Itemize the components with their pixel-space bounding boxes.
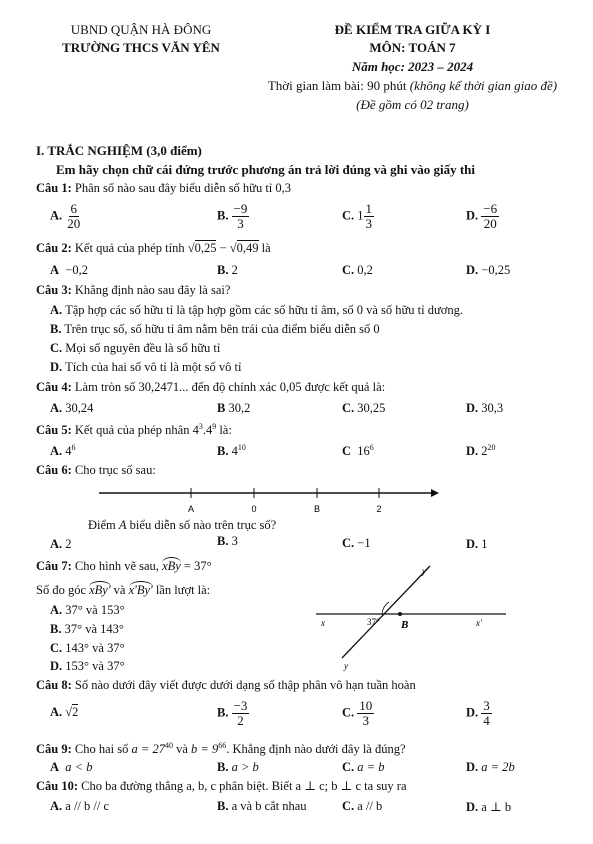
- q2-option-b[interactable]: [217, 263, 238, 278]
- q9-a-def: a = 27: [131, 742, 165, 757]
- q5-exp2: 9: [212, 422, 217, 431]
- q1-a-den: 20: [67, 216, 81, 232]
- q7-d-letter: D.: [50, 659, 63, 673]
- q7-label: Câu 7:: [36, 559, 72, 573]
- q8-option-c[interactable]: [342, 699, 374, 729]
- q6-sub-post: biểu diễn số nào trên trục số?: [126, 518, 277, 532]
- q7-text-post: = 37°: [180, 559, 212, 573]
- q5-d-exp: 20: [487, 443, 496, 452]
- q1-option-b[interactable]: [217, 202, 249, 232]
- q1-c-num: 1: [365, 201, 373, 216]
- q7-a-letter: A.: [50, 603, 63, 617]
- q10-label: Câu 10:: [36, 779, 79, 793]
- q2-c-value: 0,2: [357, 263, 373, 277]
- q7-angle2: x'By': [128, 583, 153, 597]
- q1-text: Phân số nào sau đây biểu diễn số hữu tỉ 0,3: [74, 181, 292, 195]
- q10-a-value: a // b // c: [65, 799, 110, 813]
- q2-b-letter: B.: [217, 263, 229, 277]
- q4-a-value: 30,24: [65, 401, 94, 415]
- question-2: [36, 241, 271, 256]
- question-1: [36, 181, 291, 196]
- q9-b-value: a > b: [231, 760, 259, 774]
- q9-b-def: b = 9: [191, 742, 219, 757]
- axis-label: 2: [376, 504, 382, 514]
- time-note: (không kể thời gian giao đề): [409, 78, 558, 93]
- q7-option-b[interactable]: [50, 622, 124, 637]
- q4-b-letter: B: [217, 401, 226, 415]
- q1-a-num: 6: [70, 201, 78, 216]
- q8-d-den: 4: [483, 713, 490, 729]
- q7-a-value: 37° và 153°: [65, 603, 125, 617]
- q1-a-letter: A.: [50, 208, 63, 223]
- q5-exp1: 3: [198, 422, 203, 431]
- q5-option-c[interactable]: [342, 443, 374, 459]
- q7-subquestion: [36, 581, 210, 598]
- q9-option-b[interactable]: [217, 760, 259, 775]
- q9-a-letter: A: [50, 760, 60, 774]
- q6-c-letter: C.: [342, 536, 355, 550]
- q8-c-num: 10: [359, 698, 373, 713]
- q1-label: Câu 1:: [36, 181, 72, 195]
- q3-c-letter: C.: [50, 341, 63, 355]
- q3-text: Khẳng định nào sau đây là sai?: [74, 283, 231, 297]
- q9-c-letter: C.: [342, 760, 355, 774]
- q7-c-letter: C.: [50, 641, 63, 655]
- sqrt-icon: √: [229, 241, 237, 255]
- q10-option-c[interactable]: [342, 799, 382, 814]
- q5-c-base: 16: [357, 444, 370, 459]
- q10-b-letter: B.: [217, 799, 229, 813]
- q3-a-letter: A.: [50, 303, 63, 317]
- q2-a-value: −0,2: [65, 263, 88, 277]
- point-b: [398, 612, 402, 616]
- q6-subquestion: [88, 518, 276, 533]
- q8-b-num: −3: [233, 698, 248, 713]
- q4-option-c[interactable]: [342, 401, 385, 416]
- q1-c-letter: C.: [342, 208, 355, 223]
- q9-option-a[interactable]: [50, 760, 92, 775]
- q8-b-den: 2: [237, 713, 244, 729]
- label-x-prime: x': [476, 618, 482, 628]
- q10-option-d[interactable]: [466, 799, 511, 815]
- q7-b-value: 37° và 143°: [64, 622, 124, 636]
- q1-d-fraction: [481, 202, 499, 232]
- q1-option-c[interactable]: [342, 202, 374, 232]
- q8-option-d[interactable]: [466, 699, 492, 729]
- axis-label: B: [313, 504, 321, 514]
- time-limit: [240, 78, 585, 94]
- q9-d-value: a = 2b: [481, 760, 515, 774]
- q6-a-value: 2: [65, 537, 72, 551]
- q8-c-den: 3: [362, 713, 370, 729]
- q5-base2: 4: [205, 423, 213, 438]
- q5-option-a[interactable]: [50, 443, 76, 459]
- q1-d-num: −6: [483, 201, 498, 216]
- q2-option-c[interactable]: [342, 263, 373, 278]
- q3-c-value: Mọi số nguyên đều là số hữu tỉ: [65, 341, 221, 355]
- district-name: UBND QUẬN HÀ ĐÔNG: [70, 22, 212, 37]
- q5-dot: .: [202, 423, 206, 438]
- question-10: [36, 778, 407, 794]
- q1-b-letter: B.: [217, 208, 229, 223]
- arrow-icon: [431, 489, 439, 497]
- q2-a-letter: A: [50, 263, 60, 277]
- question-4: [36, 380, 385, 395]
- q8-text: Số nào dưới đây viết được dưới dạng số thập phân vô hạn tuần hoàn: [74, 678, 416, 692]
- q9-and: và: [172, 742, 192, 757]
- q2-c-letter: C.: [342, 263, 355, 277]
- q6-option-c[interactable]: [342, 536, 371, 551]
- q6-text: Cho trục số sau:: [74, 463, 156, 477]
- q9-text-pre: Cho hai số: [74, 742, 132, 757]
- q5-b-exp: 10: [237, 443, 246, 452]
- school-name: TRƯỜNG THCS VĂN YÊN: [62, 40, 220, 55]
- q10-d-letter: D.: [466, 800, 479, 814]
- q5-option-b[interactable]: [217, 443, 246, 459]
- label-y: y: [344, 661, 348, 671]
- q2-text-pre: Kết quả của phép tính: [74, 241, 188, 255]
- sqrt-icon: √: [187, 241, 195, 255]
- q9-option-c[interactable]: [342, 760, 384, 775]
- q2-expr2: 0,49: [236, 241, 259, 255]
- q6-c-value: −1: [357, 536, 371, 550]
- q4-a-letter: A.: [50, 401, 63, 415]
- q7-option-c[interactable]: [50, 641, 125, 656]
- q4-option-d[interactable]: [466, 401, 503, 416]
- q1-d-den: 20: [483, 216, 497, 232]
- q5-text-pre: Kết quả của phép nhân: [74, 423, 193, 438]
- q8-d-num: 3: [483, 698, 490, 713]
- label-angle: 37°: [367, 617, 380, 627]
- q9-d-letter: D.: [466, 760, 479, 774]
- q6-option-d[interactable]: [466, 537, 488, 552]
- section-title: I. TRẮC NGHIỆM (3,0 điểm): [36, 143, 202, 158]
- q4-c-value: 30,25: [357, 401, 386, 415]
- q8-a-letter: A.: [50, 705, 63, 719]
- q9-option-d[interactable]: [466, 760, 515, 775]
- q1-c-den: 3: [365, 216, 373, 232]
- sqrt-icon: √: [65, 705, 73, 719]
- q2-d-letter: D.: [466, 263, 479, 277]
- q6-d-value: 1: [481, 537, 488, 551]
- q2-b-value: 2: [231, 263, 238, 277]
- q1-option-d[interactable]: [466, 202, 499, 232]
- line-yy-prime: [342, 566, 430, 658]
- q8-c-letter: C.: [342, 705, 355, 720]
- q3-a-value: Tập hợp các số hữu tỉ là tập hợp gồm các số hữu tỉ âm, số 0 và số hữu tỉ dương.: [65, 303, 463, 317]
- q7-sub-post: lần lượt là:: [152, 583, 211, 597]
- q2-label: Câu 2:: [36, 241, 72, 255]
- q6-b-value: 3: [231, 534, 238, 548]
- q1-b-num: −9: [233, 201, 248, 216]
- q6-sub-pre: Điểm: [88, 518, 119, 532]
- q7-d-value: 153° và 37°: [65, 659, 125, 673]
- q6-option-b[interactable]: [217, 534, 238, 549]
- q9-c-value: a = b: [357, 760, 385, 774]
- q5-option-d[interactable]: [466, 443, 496, 459]
- q10-option-a[interactable]: [50, 799, 109, 814]
- q8-d-letter: D.: [466, 705, 479, 720]
- question-6: [36, 463, 156, 478]
- q3-b-value: Trên trục số, số hữu tỉ âm nằm bên trái của điểm biểu diễn số 0: [64, 322, 380, 336]
- q10-c-value: a // b: [357, 799, 383, 813]
- q1-a-fraction: [65, 202, 82, 232]
- q5-a-exp: 6: [71, 443, 76, 452]
- label-x: x: [321, 618, 325, 628]
- q10-option-b[interactable]: [217, 799, 307, 814]
- q2-option-a[interactable]: [50, 263, 88, 278]
- label-b: B: [401, 619, 409, 631]
- time-prefix: Thời gian làm bài: 90 phút: [267, 78, 410, 93]
- q8-b-fraction: [232, 699, 250, 729]
- q5-c-exp: 6: [369, 443, 374, 452]
- q5-label: Câu 5:: [36, 423, 72, 438]
- q1-c-whole: 1: [357, 208, 364, 223]
- section-instruction: Em hãy chọn chữ cái đứng trước phương án trả lời đúng và ghi vào giấy thi: [56, 162, 476, 177]
- q3-b-letter: B.: [50, 322, 62, 336]
- q1-option-a[interactable]: [50, 202, 82, 232]
- q7-and: và: [110, 583, 129, 597]
- q2-expr1: 0,25: [194, 241, 217, 255]
- q3-d-value: Tích của hai số vô tỉ là một số vô tỉ: [65, 360, 242, 374]
- q9-text-post: . Khẳng định nào dưới đây là đúng?: [226, 742, 406, 757]
- q5-d-letter: D.: [466, 444, 479, 459]
- question-8: [36, 678, 416, 693]
- q4-option-a[interactable]: [50, 401, 93, 416]
- q8-option-a[interactable]: [50, 705, 78, 720]
- question-9: [36, 741, 406, 757]
- q5-a-letter: A.: [50, 444, 63, 459]
- axis-label: A: [187, 504, 195, 514]
- q3-option-c[interactable]: [50, 341, 220, 356]
- q4-d-letter: D.: [466, 401, 479, 415]
- q6-b-letter: B.: [217, 534, 229, 548]
- q10-text: Cho ba đường thẳng a, b, c phân biệt. Biết a ⊥ c; b ⊥ c ta suy ra: [81, 779, 407, 793]
- q2-text-post: là: [258, 241, 271, 255]
- q6-a-letter: A.: [50, 537, 63, 551]
- q8-b-letter: B.: [217, 705, 229, 720]
- q10-a-letter: A.: [50, 799, 63, 813]
- q9-b-exp: 66: [218, 741, 227, 750]
- q5-a-base: 4: [65, 444, 72, 459]
- q6-sub-var: A: [118, 518, 127, 532]
- q6-option-a[interactable]: [50, 537, 72, 552]
- q7-c-value: 143° và 37°: [65, 641, 125, 655]
- q6-label: Câu 6:: [36, 463, 72, 477]
- q4-b-value: 30,2: [228, 401, 251, 415]
- q4-label: Câu 4:: [36, 380, 72, 394]
- q2-option-d[interactable]: [466, 263, 510, 278]
- q4-option-b[interactable]: [217, 401, 250, 416]
- question-7: [36, 557, 212, 574]
- exam-title: ĐỀ KIỂM TRA GIỮA KỲ I: [334, 22, 491, 37]
- axis-label: 0: [251, 504, 257, 514]
- q7-option-d[interactable]: [50, 659, 125, 674]
- subject-title: MÔN: TOÁN 7: [369, 40, 456, 55]
- q4-d-value: 30,3: [481, 401, 504, 415]
- q1-d-letter: D.: [466, 208, 479, 223]
- q8-c-fraction: [357, 699, 374, 729]
- q9-a-value: a < b: [65, 760, 93, 774]
- q7-text-pre: Cho hình vẽ sau,: [74, 559, 163, 573]
- q2-d-value: −0,25: [481, 263, 511, 277]
- angle-figure: [310, 562, 510, 674]
- q1-b-fraction: [232, 202, 250, 232]
- q7-angle: xBy: [162, 559, 181, 573]
- q7-sub-pre: Số đo góc: [36, 583, 90, 597]
- q7-b-letter: B.: [50, 622, 62, 636]
- question-3: [36, 283, 230, 298]
- pages-note: (Đề gồm có 02 trang): [356, 97, 469, 112]
- q10-b-value: a và b cắt nhau: [231, 799, 307, 813]
- number-line: [95, 482, 440, 518]
- q2-minus: −: [216, 241, 230, 255]
- q7-option-a[interactable]: [50, 603, 125, 618]
- q10-c-letter: C.: [342, 799, 355, 813]
- q8-label: Câu 8:: [36, 678, 72, 692]
- q3-d-letter: D.: [50, 360, 63, 374]
- q4-text: Làm tròn số 30,2471... đến độ chính xác 0,05 được kết quả là:: [74, 380, 386, 394]
- q1-b-den: 3: [237, 216, 244, 232]
- q3-label: Câu 3:: [36, 283, 72, 297]
- q8-d-fraction: [481, 699, 492, 729]
- q5-b-letter: B.: [217, 444, 229, 459]
- label-y-prime: y': [422, 566, 428, 576]
- q7-angle1: xBy': [89, 583, 111, 597]
- q9-a-exp: 40: [164, 741, 173, 750]
- q3-option-a[interactable]: [50, 303, 463, 318]
- q4-c-letter: C.: [342, 401, 355, 415]
- q5-base1: 4: [192, 423, 199, 438]
- q5-b-base: 4: [231, 444, 238, 459]
- q6-d-letter: D.: [466, 537, 479, 551]
- q3-option-d[interactable]: [50, 360, 241, 375]
- q5-c-letter: C: [342, 444, 352, 459]
- question-5: [36, 422, 232, 438]
- q3-option-b[interactable]: [50, 322, 380, 337]
- q1-c-fraction: [364, 202, 375, 232]
- q5-text-post: là:: [216, 423, 232, 438]
- q5-d-base: 2: [481, 444, 488, 459]
- q9-label: Câu 9:: [36, 742, 72, 757]
- school-year: Năm học: 2023 – 2024: [351, 59, 474, 74]
- q8-a-value: 2: [72, 705, 79, 719]
- q8-option-b[interactable]: [217, 699, 249, 729]
- q9-b-letter: B.: [217, 760, 229, 774]
- q10-d-value: a ⊥ b: [481, 800, 512, 814]
